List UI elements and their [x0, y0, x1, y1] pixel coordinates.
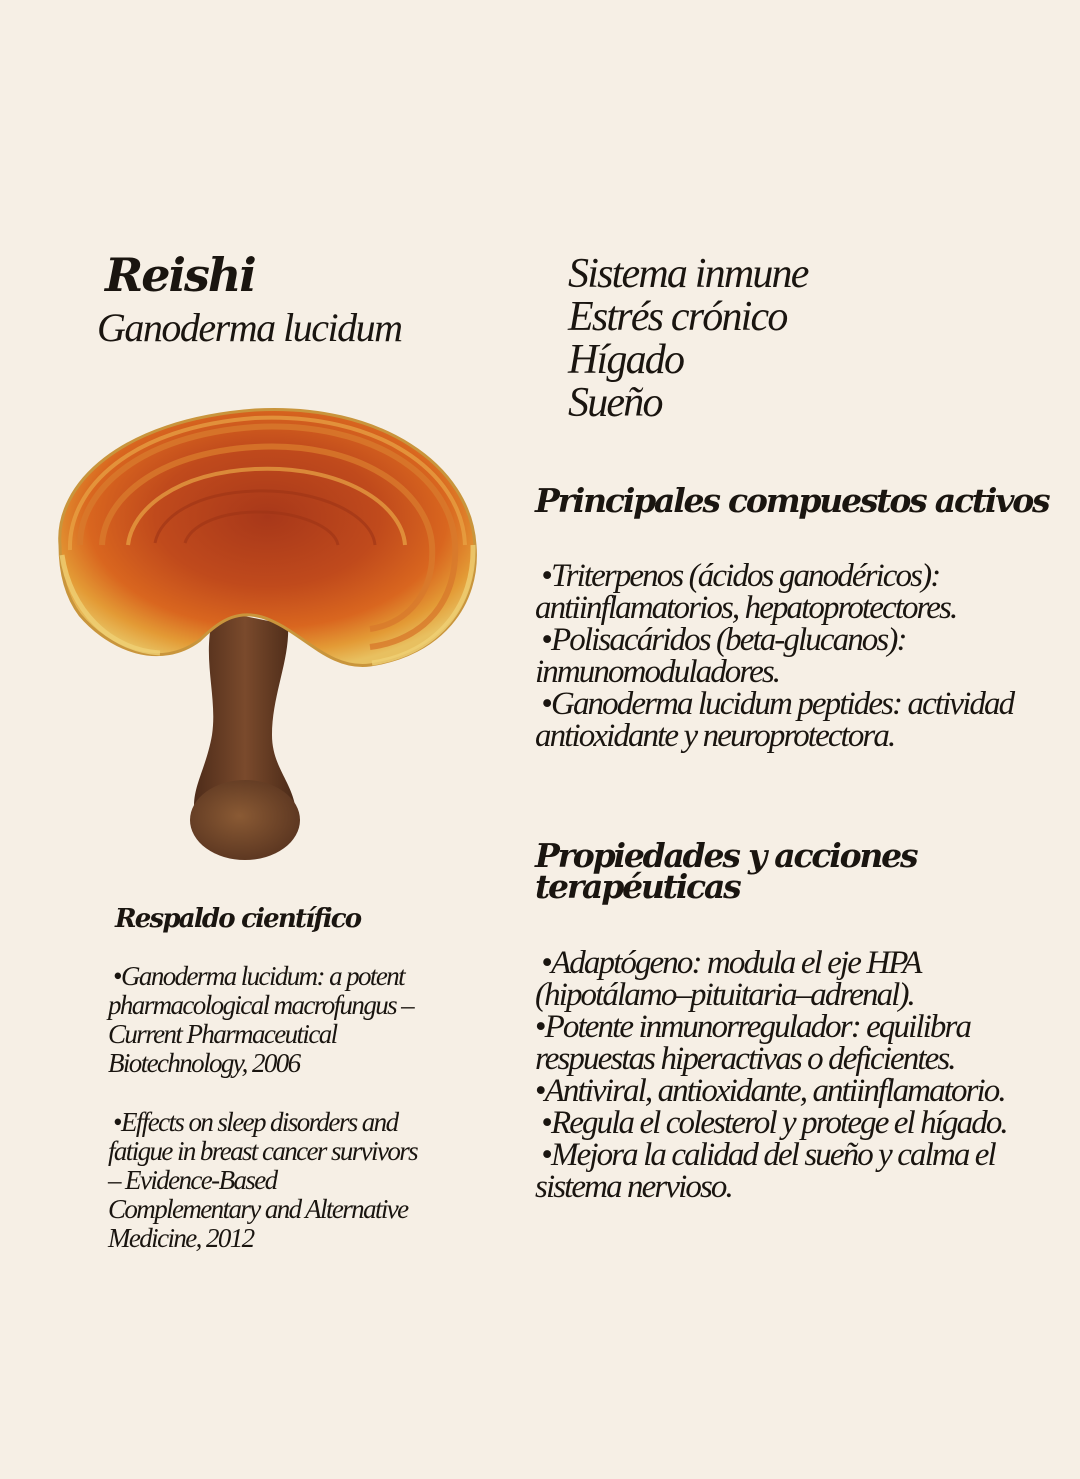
list-item: •Ganoderma lucidum peptides: actividad antioxidante y neuroprotectora. — [535, 686, 1014, 754]
list-item: •Antiviral, antioxidante, antiinflamatorio. — [535, 1073, 1005, 1109]
uses-list — [568, 253, 808, 425]
list-item: •Regula el colesterol y protege el hígado. — [541, 1105, 1007, 1141]
reference-item: •Ganoderma lucidum: a potent pharmacological macrofungus – Current Pharmaceutical Biotechnology, 2006 — [108, 961, 414, 1078]
list-item: •Polisacáridos (beta-glucanos): inmunomoduladores. — [535, 622, 906, 690]
list-item: •Mejora la calidad del sueño y calma el sistema nervioso. — [535, 1137, 995, 1205]
list-item: •Potente inmunorregulador: equilibra respuestas hiperactivas o deficientes. — [535, 1009, 971, 1077]
use-item: Estrés crónico — [568, 294, 787, 340]
reishi-mushroom-illustration — [40, 395, 490, 870]
references-list — [108, 962, 428, 1283]
use-item: Hígado — [568, 337, 684, 383]
use-item: Sueño — [568, 380, 662, 426]
page-title: Reishi — [105, 248, 255, 302]
compounds-list — [535, 560, 1055, 752]
properties-heading: Propiedades y acciones terapéuticas — [535, 836, 917, 906]
compounds-heading: Principales compuestos activos — [535, 481, 1049, 520]
scientific-name: Ganoderma lucidum — [97, 305, 402, 350]
stem-base — [190, 780, 300, 860]
reference-item: •Effects on sleep disorders and fatigue in breast cancer survivors – Evidence-Based Complementary and Alternative Medicine, 2012 — [108, 1107, 418, 1253]
science-heading: Respaldo científico — [115, 904, 361, 934]
use-item: Sistema inmune — [568, 251, 808, 297]
list-item: •Triterpenos (ácidos ganodéricos): antiinflamatorios, hepatoprotectores. — [535, 558, 957, 626]
properties-list — [535, 947, 1035, 1203]
list-item: •Adaptógeno: modula el eje HPA (hipotálamo–pituitaria–adrenal). — [535, 945, 920, 1013]
